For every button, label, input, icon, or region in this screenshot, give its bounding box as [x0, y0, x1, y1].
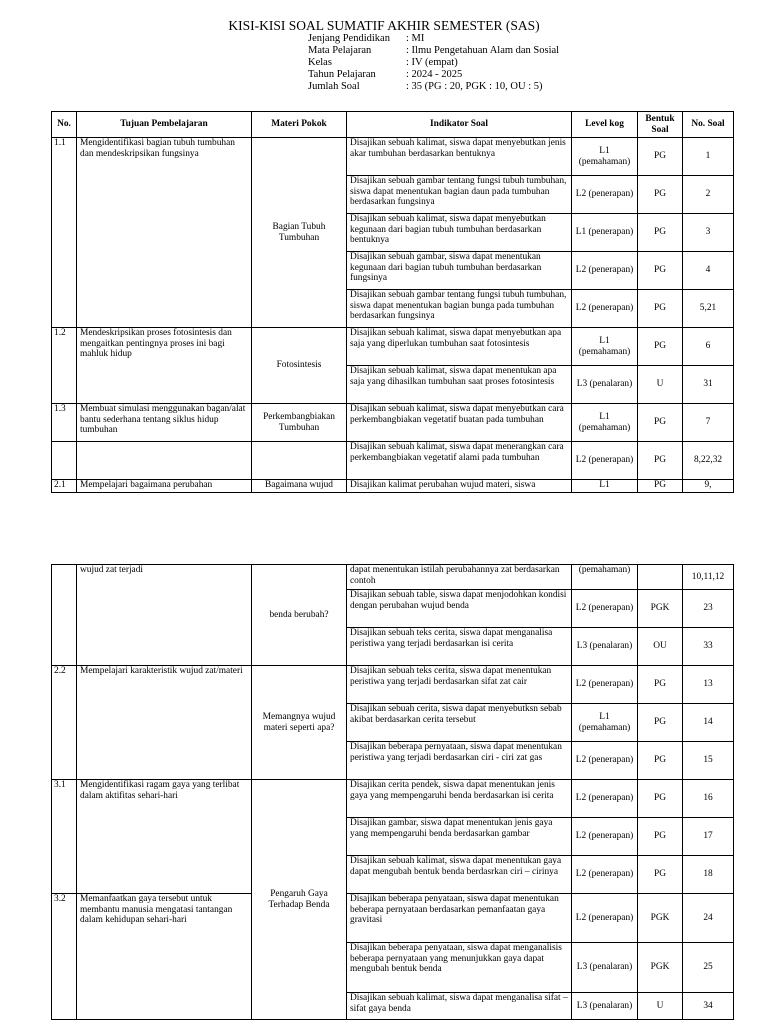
form-cell: PG	[638, 480, 683, 493]
level-cell: L2 (penerapan)	[572, 590, 638, 628]
question-number-cell: 5,21	[683, 290, 734, 328]
header-bentuk: Bentuk Soal	[638, 112, 683, 138]
indicator-cell: Disajikan beberapa pernyataan, siswa dapat menentukan peristiwa yang terjadi berdasarkan ciri - ciri zat gas	[347, 742, 572, 780]
question-number-cell: 33	[683, 628, 734, 666]
table-row	[52, 565, 734, 590]
meta-row-mapel	[308, 45, 559, 57]
indicator-cell: Disajikan kalimat perubahan wujud materi, siswa	[347, 480, 572, 493]
main-material: Pengaruh Gaya Terhadap Benda	[252, 780, 347, 1020]
level-cell: L2 (penerapan)	[572, 176, 638, 214]
form-cell: PG	[638, 856, 683, 894]
learning-objective: Mempelajari karakteristik wujud zat/materi	[77, 666, 252, 780]
level-cell: L2 (penerapan)	[572, 894, 638, 943]
question-number-cell: 13	[683, 666, 734, 704]
learning-objective: Memanfaatkan gaya tersebut untuk membantu manusia mengatasi tantangan dalam kehidupan sehari-hari	[77, 894, 252, 1020]
form-cell: U	[638, 366, 683, 404]
learning-objective: wujud zat terjadi	[77, 565, 252, 666]
indicator-cell: Disajikan sebuah kalimat, siswa dapat menyebutkan kegunaan dari bagian tubuh tumbuhan berdasarkan bentuknya	[347, 214, 572, 252]
table-row	[52, 780, 734, 818]
learning-objective: Mendeskripsikan proses fotosintesis dan mengaitkan pentingnya proses ini bagi mahluk hidup	[77, 328, 252, 404]
question-number-cell: 15	[683, 742, 734, 780]
indicator-cell: Disajikan sebuah teks cerita, siswa dapat menganalisa peristiwa yang terjadi berdasarkan isi cerita	[347, 628, 572, 666]
learning-objective: Mempelajari bagaimana perubahan	[77, 480, 252, 493]
objective-number: 1.3	[52, 404, 77, 442]
level-cell: L2 (penerapan)	[572, 742, 638, 780]
question-number-cell: 9,	[683, 480, 734, 493]
kisi-table-page2	[51, 564, 734, 1020]
meta-row-kelas	[308, 57, 559, 69]
indicator-cell: Disajikan sebuah gambar, siswa dapat menentukan kegunaan dari bagian tubuh tumbuhan berdasarkan fungsinya	[347, 252, 572, 290]
form-cell: PG	[638, 328, 683, 366]
indicator-cell: Disajikan sebuah teks cerita, siswa dapat menentukan peristiwa yang terjadi berdasarkan sifat zat cair	[347, 666, 572, 704]
indicator-cell: Disajikan sebuah cerita, siswa dapat menyebutksn sebab akibat berdasarkan cerita tersebut	[347, 704, 572, 742]
meta-value: : IV (empat)	[406, 57, 458, 68]
question-number-cell: 6	[683, 328, 734, 366]
question-number-cell: 31	[683, 366, 734, 404]
indicator-cell: Disajikan beberapa penyataan, siswa dapat menentukan beberapa pernyataan berdasarkan pemanfaatan gaya gravitasi	[347, 894, 572, 943]
level-cell: L1 (pemahaman)	[572, 328, 638, 366]
meta-value: : MI	[406, 33, 425, 44]
question-number-cell: 7	[683, 404, 734, 442]
meta-row-jenjang	[308, 33, 559, 45]
header-no: No.	[52, 112, 77, 138]
form-cell: PG	[638, 666, 683, 704]
level-cell: L2 (penerapan)	[572, 818, 638, 856]
indicator-cell: Disajikan cerita pendek, siswa dapat menentukan jenis gaya yang mempengaruhi benda berdasarkan isi cerita	[347, 780, 572, 818]
header-nosoal: No. Soal	[683, 112, 734, 138]
main-material: Bagaimana wujud	[252, 480, 347, 493]
kisi-table-page1	[51, 111, 734, 493]
indicator-cell: Disajikan sebuah table, siswa dapat menjodohkan kondisi dengan perubahan wujud benda	[347, 590, 572, 628]
level-cell: L2 (penerapan)	[572, 780, 638, 818]
indicator-cell: Disajikan gambar, siswa dapat menentukan jenis gaya yang mempengaruhi benda berdasarkan gambar	[347, 818, 572, 856]
header-tujuan: Tujuan Pembelajaran	[77, 112, 252, 138]
form-cell: PGK	[638, 894, 683, 943]
empty-cell	[52, 442, 77, 480]
meta-row-tahun	[308, 69, 559, 81]
table-row	[52, 894, 734, 943]
level-cell: L1	[572, 480, 638, 493]
question-number-cell: 3	[683, 214, 734, 252]
table-row	[52, 328, 734, 366]
form-cell: PG	[638, 742, 683, 780]
form-cell: PG	[638, 138, 683, 176]
question-number-cell: 17	[683, 818, 734, 856]
meta-label: Jumlah Soal	[308, 81, 360, 92]
question-number-cell: 25	[683, 943, 734, 993]
indicator-cell: Disajikan sebuah kalimat, siswa dapat menyebutkan jenis akar tumbuhan berdasarkan bentuknya	[347, 138, 572, 176]
empty-cell	[77, 442, 252, 480]
form-cell: PG	[638, 176, 683, 214]
question-number-cell: 4	[683, 252, 734, 290]
meta-label: Mata Pelajaran	[308, 45, 372, 56]
form-cell: PGK	[638, 943, 683, 993]
meta-label: Kelas	[308, 57, 332, 68]
meta-value: : Ilmu Pengetahuan Alam dan Sosial	[406, 45, 560, 56]
level-cell: L1 (pemahaman)	[572, 704, 638, 742]
form-cell: U	[638, 993, 683, 1020]
indicator-cell: Disajikan sebuah kalimat, siswa dapat menentukan apa saja yang dihasilkan tumbuhan saat proses fotosintesis	[347, 366, 572, 404]
indicator-cell: Disajikan sebuah kalimat, siswa dapat menyebutkan apa saja yang diperlukan tumbuhan saat fotosintesis	[347, 328, 572, 366]
level-cell: L3 (penalaran)	[572, 628, 638, 666]
document-title: KISI-KISI SOAL SUMATIF AKHIR SEMESTER (SAS)	[228, 18, 540, 33]
objective-number: 3.2	[52, 894, 77, 1020]
main-material: Memangnya wujud materi seperti apa?	[252, 666, 347, 780]
main-material: Fotosintesis	[252, 328, 347, 404]
question-number-cell: 16	[683, 780, 734, 818]
indicator-cell: Disajikan beberapa penyataan, siswa dapat menganalisis beberapa pernyataan yang menunjukkan gaya dapat mengubah bentuk benda	[347, 943, 572, 993]
main-material: Perkembangbiakan Tumbuhan	[252, 404, 347, 442]
learning-objective: Mengidentifikasi ragam gaya yang terlibat dalam aktifitas sehari-hari	[77, 780, 252, 894]
question-number-cell: 23	[683, 590, 734, 628]
form-cell: PG	[638, 290, 683, 328]
header-level: Level kog	[572, 112, 638, 138]
level-cell: L2 (penerapan)	[572, 856, 638, 894]
form-cell: PG	[638, 404, 683, 442]
form-cell: PG	[638, 442, 683, 480]
indicator-cell: dapat menentukan istilah perubahannya zat berdasarkan contoh	[347, 565, 572, 590]
question-number-cell: 34	[683, 993, 734, 1020]
indicator-cell: Disajikan sebuah kalimat, siswa dapat menentukan gaya dapat mengubah bentuk benda berdasrkan ciri – cirinya	[347, 856, 572, 894]
indicator-cell: Disajikan sebuah kalimat, siswa dapat menyebutkan cara perkembangbiakan vegetatif buatan pada tumbuhan	[347, 404, 572, 442]
form-cell: PG	[638, 704, 683, 742]
learning-objective: Membuat simulasi menggunakan bagan/alat bantu sederhana tentang siklus hidup tumbuhan	[77, 404, 252, 442]
question-number-cell: 8,22,32	[683, 442, 734, 480]
table-row	[52, 666, 734, 704]
question-number-cell: 14	[683, 704, 734, 742]
objective-number: 3.1	[52, 780, 77, 894]
meta-row-jumlah	[308, 81, 559, 93]
document-meta	[308, 33, 559, 93]
objective-number: 2.2	[52, 666, 77, 780]
table-row	[52, 404, 734, 442]
level-cell: L1 (pemahaman)	[572, 138, 638, 176]
objective-number: 1.2	[52, 328, 77, 404]
level-cell: L2 (penerapan)	[572, 666, 638, 704]
question-number-cell: 10,11,12	[683, 565, 734, 590]
level-cell: L3 (penalaran)	[572, 993, 638, 1020]
level-cell: L2 (penerapan)	[572, 290, 638, 328]
table-row	[52, 442, 734, 480]
question-number-cell: 2	[683, 176, 734, 214]
meta-value: : 2024 - 2025	[406, 69, 463, 80]
meta-value: : 35 (PG : 20, PGK : 10, OU : 5)	[406, 81, 543, 92]
indicator-cell: Disajikan sebuah kalimat, siswa dapat menganalisa sifat – sifat gaya benda	[347, 993, 572, 1020]
level-cell: L2 (penerapan)	[572, 252, 638, 290]
indicator-cell: Disajikan sebuah kalimat, siswa dapat menerangkan cara perkembangbiakan vegetatif alami pada tumbuhan	[347, 442, 572, 480]
meta-label: Jenjang Pendidikan	[308, 33, 390, 44]
question-number-cell: 1	[683, 138, 734, 176]
meta-label: Tahun Pelajaran	[308, 69, 376, 80]
level-cell: L1 (penerapan)	[572, 214, 638, 252]
level-cell: L3 (penalaran)	[572, 366, 638, 404]
level-cell: L2 (penerapan)	[572, 442, 638, 480]
empty-cell	[52, 565, 77, 666]
indicator-cell: Disajikan sebuah gambar tentang fungsi tubuh tumbuhan, siswa dapat menentukan bagian daun pada tumbuhan berdasarkan fungsinya	[347, 176, 572, 214]
question-number-cell: 18	[683, 856, 734, 894]
objective-number: 2.1	[52, 480, 77, 493]
form-cell: PG	[638, 780, 683, 818]
table-header-row	[52, 112, 734, 138]
form-cell: OU	[638, 628, 683, 666]
form-cell: PG	[638, 252, 683, 290]
table-row	[52, 480, 734, 493]
learning-objective: Mengidentifikasi bagian tubuh tumbuhan dan mendeskripsikan fungsinya	[77, 138, 252, 328]
form-cell: PGK	[638, 590, 683, 628]
header-indikator: Indikator Soal	[347, 112, 572, 138]
empty-cell	[252, 442, 347, 480]
form-cell	[638, 565, 683, 590]
level-cell: (pemahaman)	[572, 565, 638, 590]
form-cell: PG	[638, 214, 683, 252]
form-cell: PG	[638, 818, 683, 856]
level-cell: L3 (penalaran)	[572, 943, 638, 993]
table-row	[52, 138, 734, 176]
level-cell: L1 (pemahaman)	[572, 404, 638, 442]
indicator-cell: Disajikan sebuah gambar tentang fungsi tubuh tumbuhan, siswa dapat menentukan bagian bunga pada tumbuhan berdasarkan fungsinya	[347, 290, 572, 328]
question-number-cell: 24	[683, 894, 734, 943]
main-material: benda berubah?	[252, 565, 347, 666]
objective-number: 1.1	[52, 138, 77, 328]
main-material: Bagian Tubuh Tumbuhan	[252, 138, 347, 328]
header-materi: Materi Pokok	[252, 112, 347, 138]
